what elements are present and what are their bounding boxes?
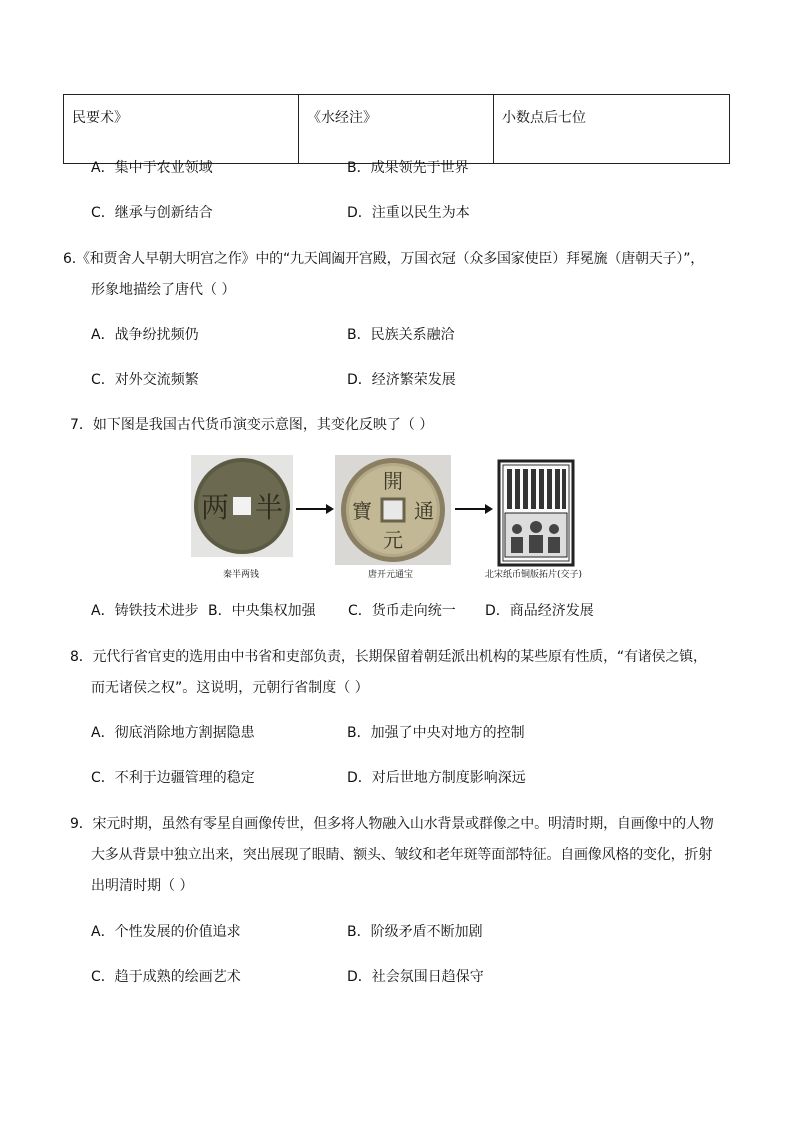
- q7-option-c: C．货币走向统一: [348, 603, 456, 619]
- q9-option-b: B．阶级矛盾不断加剧: [347, 924, 483, 940]
- coin-char: 元: [383, 528, 403, 552]
- q9-option-c: C．趋于成熟的绘画艺术: [91, 969, 241, 985]
- q8-stem-line2: 而无诸侯之权”。这说明，元朝行省制度（ ）: [91, 680, 369, 696]
- q8-option-d: D．对后世地方制度影响深远: [347, 770, 526, 786]
- q7-option-d: D．商品经济发展: [485, 603, 594, 619]
- tang-kaiyuan-coin-image: [335, 455, 451, 565]
- q6-stem-line1: 6.《和贾舍人早朝大明宫之作》中的“九天阊阖开宫殿，万国衣冠（众多国家使臣）拜冕旒（唐朝天子）”，: [63, 251, 705, 267]
- q8-option-c: C．不利于边疆管理的稳定: [91, 770, 255, 786]
- q9-option-d: D．社会氛围日趋保守: [347, 969, 484, 985]
- jiaozi-rubbing-image: [497, 459, 575, 567]
- q9-stem-line3: 出明清时期（ ）: [91, 878, 194, 894]
- table-row: [64, 95, 730, 164]
- table-cell: 《水经注》: [299, 95, 494, 164]
- coin-char: 開: [383, 469, 403, 493]
- arrow-right-icon: [296, 503, 334, 515]
- q5-option-b: B．成果领先于世界: [347, 160, 469, 176]
- q6-stem-line2: 形象地描绘了唐代（ ）: [91, 282, 236, 298]
- q6-option-b: B．民族关系融洽: [347, 327, 455, 343]
- q8-stem-line1: 8．元代行省官吏的选用由中书省和吏部负责，长期保留着朝廷派出机构的某些原有性质，“有诸侯之镇，: [70, 649, 707, 665]
- caption-song: 北宋纸币铜版拓片(交子): [485, 570, 583, 580]
- q6-option-c: C．对外交流频繁: [91, 372, 199, 388]
- caption-qin: 秦半两钱: [223, 570, 260, 580]
- currency-evolution-figure: [191, 455, 601, 580]
- coin-char: 半: [254, 491, 284, 524]
- caption-tang: 唐开元通宝: [368, 570, 414, 580]
- q5-option-a: A．集中于农业领域: [91, 160, 213, 176]
- q8-option-b: B．加强了中央对地方的控制: [347, 725, 525, 741]
- q5-option-c: C．继承与创新结合: [91, 205, 213, 221]
- qin-banliang-coin-image: [191, 455, 293, 557]
- science-table: [63, 94, 730, 164]
- coin-char: 通: [414, 499, 434, 523]
- coin-char: 两: [200, 491, 230, 524]
- q6-option-d: D．经济繁荣发展: [347, 372, 456, 388]
- q7-option-b: B．中央集权加强: [208, 603, 316, 619]
- q6-option-a: A．战争纷扰频仍: [91, 327, 199, 343]
- q9-option-a: A．个性发展的价值追求: [91, 924, 241, 940]
- table-cell: 民要术》: [64, 95, 299, 164]
- table-cell: 小数点后七位: [494, 95, 730, 164]
- q9-stem-line1: 9．宋元时期，虽然有零星自画像传世，但多将人物融入山水背景或群像之中。明清时期，自画像中的人物: [70, 816, 714, 832]
- coin-char: 寶: [352, 499, 372, 523]
- q7-stem: 7．如下图是我国古代货币演变示意图，其变化反映了（ ）: [70, 417, 434, 433]
- arrow-right-icon: [455, 503, 493, 515]
- q8-option-a: A．彻底消除地方割据隐患: [91, 725, 255, 741]
- q5-option-d: D．注重以民生为本: [347, 205, 470, 221]
- q7-option-a: A．铸铁技术进步: [91, 603, 199, 619]
- q9-stem-line2: 大多从背景中独立出来，突出展现了眼睛、额头、皱纹和老年斑等面部特征。自画像风格的变化，折射: [91, 847, 712, 863]
